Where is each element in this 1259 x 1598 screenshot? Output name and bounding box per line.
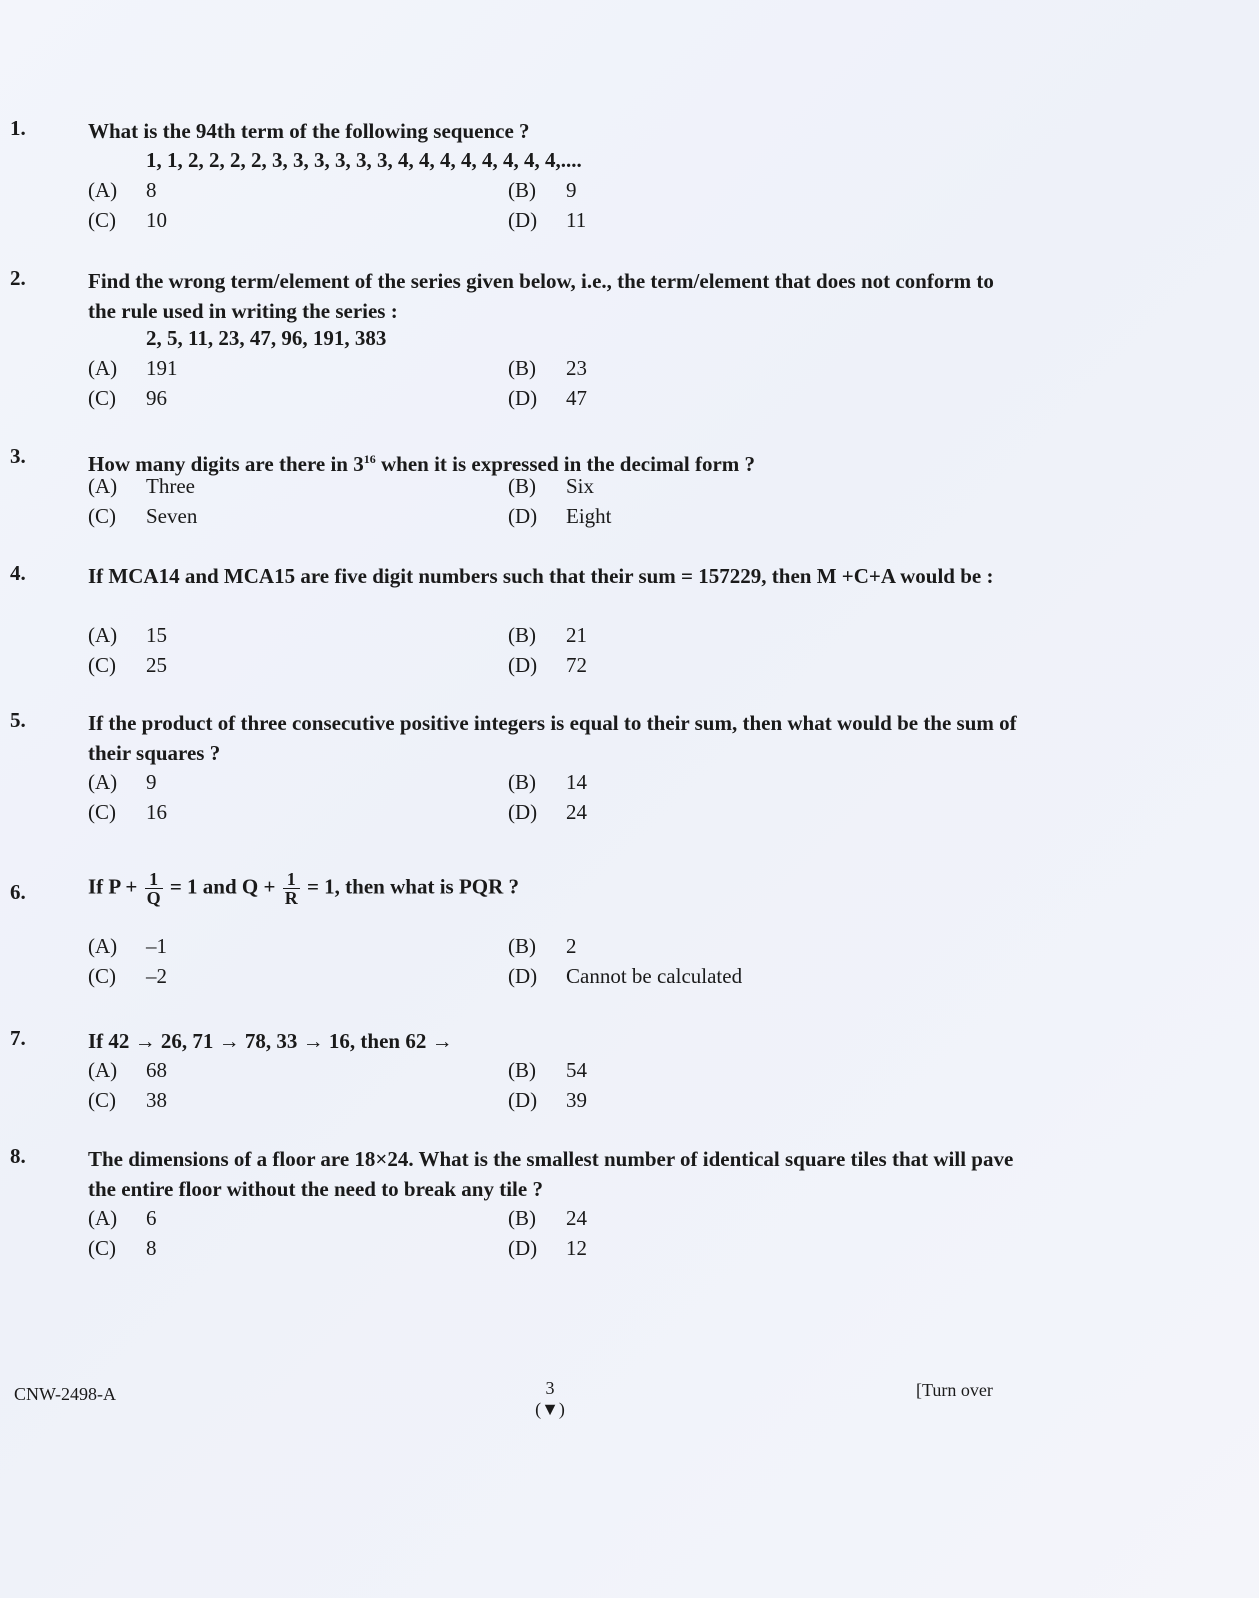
question-text: Find the wrong term/element of the series given below, i.e., the term/element that does not conform to the rule used in writing the series :: [88, 269, 994, 323]
option-a: (A) 9: [88, 770, 157, 794]
option-c: (C) 96: [88, 386, 167, 410]
question-number: 2.: [10, 266, 26, 290]
option-b: (B) Six: [508, 474, 595, 498]
option-a: (A) 8: [88, 178, 157, 202]
option-d: (D) Eight: [508, 504, 612, 528]
option-a: (A) 6: [88, 1206, 157, 1230]
question-number: 7.: [10, 1026, 26, 1050]
page-number-block: [530, 1378, 570, 1420]
fraction-1-over-r: $\frac{1}{R}$: [284, 869, 298, 908]
question-number: 1.: [10, 116, 26, 140]
option-d: (D) 11: [508, 208, 587, 232]
option-c: (C) Seven: [88, 504, 198, 528]
option-b: (B) 23: [508, 356, 587, 380]
question-sequence: 1, 1, 2, 2, 2, 2, 3, 3, 3, 3, 3, 3, 4, 4, 4, 4, 4, 4, 4, 4,....: [146, 148, 582, 172]
option-d: (D) 47: [508, 386, 587, 410]
option-c: (C) 16: [88, 800, 167, 824]
question-sequence: 2, 5, 11, 23, 47, 96, 191, 383: [146, 326, 387, 350]
option-c: (C) –2: [88, 964, 167, 988]
option-a: (A) 68: [88, 1058, 167, 1082]
fraction-1-over-q: $\frac{1}{Q}$: [146, 869, 161, 908]
option-c: (C) 25: [88, 653, 167, 677]
question-text: The dimensions of a floor are 18×24. What is the smallest number of identical square tiles that will pave the entire floor without the need to break any tile ?: [88, 1147, 1014, 1201]
turn-over-note: [Turn over: [916, 1380, 993, 1400]
option-d: (D) 39: [508, 1088, 587, 1112]
option-a: (A) Three: [88, 474, 195, 498]
option-a: (A) 191: [88, 356, 178, 380]
question-number: 5.: [10, 708, 26, 732]
question-number: 3.: [10, 444, 26, 468]
option-a: (A) 15: [88, 623, 167, 647]
option-b: (B) 14: [508, 770, 587, 794]
option-d: (D) 72: [508, 653, 587, 677]
option-b: (B) 2: [508, 934, 577, 958]
option-b: (B) 21: [508, 623, 587, 647]
question-number: 8.: [10, 1144, 26, 1168]
question-text: How many digits are there in $3^{16}$ when it is expressed in the decimal form ?: [88, 452, 756, 476]
option-c: (C) 8: [88, 1236, 157, 1260]
option-b: (B) 9: [508, 178, 577, 202]
option-d: (D) 24: [508, 800, 587, 824]
booklet-code: CNW-2498-A: [14, 1384, 116, 1404]
option-c: (C) 38: [88, 1088, 167, 1112]
page-number: 3: [545, 1378, 555, 1398]
question-text: If the product of three consecutive positive integers is equal to their sum, then what would be the sum of their squares ?: [88, 711, 1017, 765]
question-text: What is the 94th term of the following sequence ?: [88, 119, 530, 143]
question-text: If P + $\frac{1}{Q}$ = 1 and Q + $\frac{1}{R}$ = 1, then what is PQR ?: [88, 869, 520, 908]
option-a: (A) –1: [88, 934, 167, 958]
option-d: (D) Cannot be calculated: [508, 964, 743, 988]
down-triangle-icon: (▼): [535, 1399, 565, 1419]
question-number: 6.: [10, 880, 26, 904]
question-text: If 42 → 26, 71 → 78, 33 → 16, then 62 →: [88, 1029, 453, 1053]
option-c: (C) 10: [88, 208, 167, 232]
option-b: (B) 24: [508, 1206, 587, 1230]
question-number: 4.: [10, 561, 26, 585]
question-text: If MCA14 and MCA15 are five digit numbers such that their sum = 157229, then M +C+A would be :: [88, 564, 994, 588]
option-b: (B) 54: [508, 1058, 587, 1082]
option-d: (D) 12: [508, 1236, 587, 1260]
